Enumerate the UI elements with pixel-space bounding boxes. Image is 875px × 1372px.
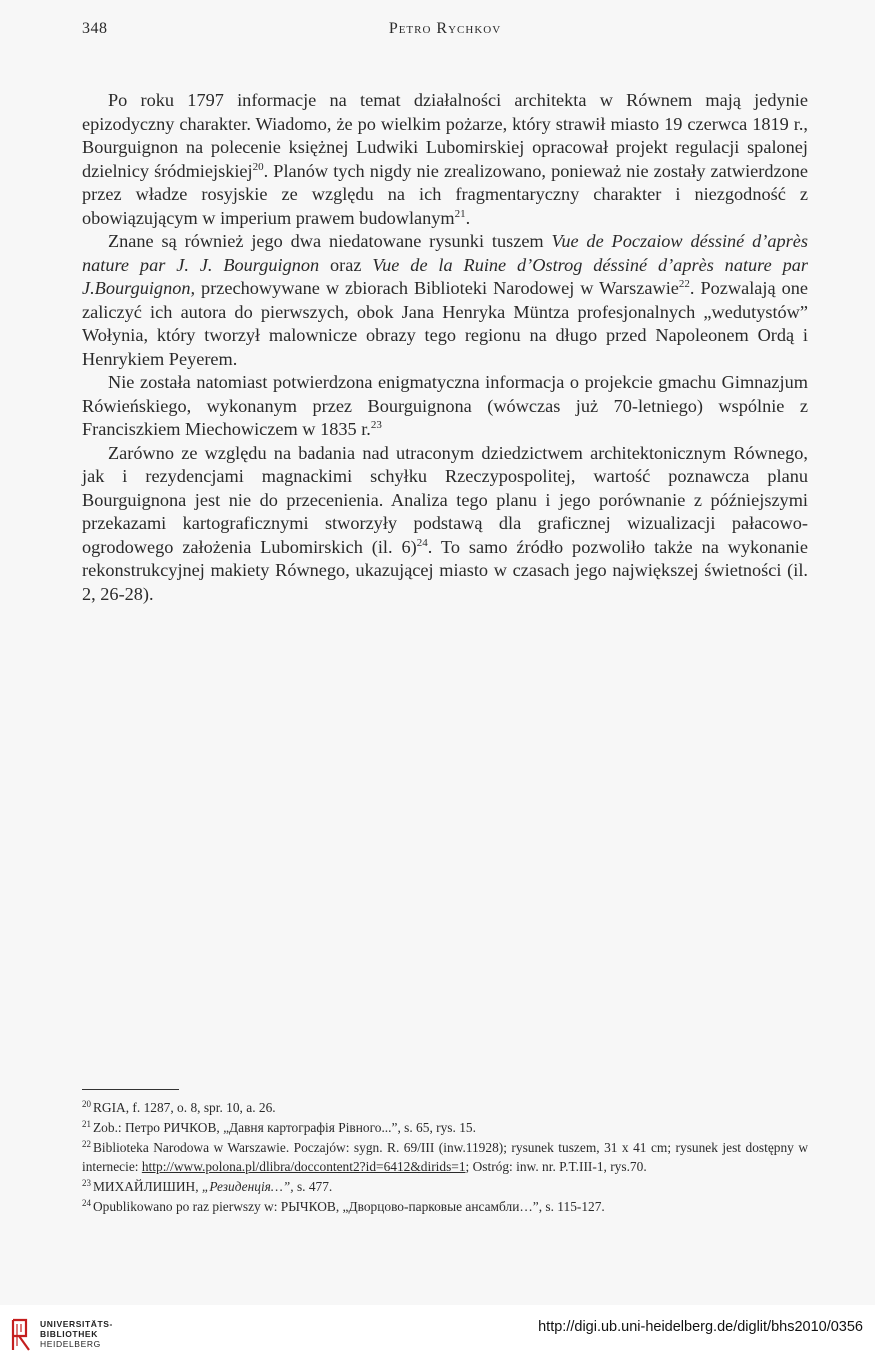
artwork-title: Vue de la Ruine d’Ostrog déssiné d’après nature par J.Bourguignon, (82, 254, 809, 298)
paragraph-1: Po roku 1797 informacje na temat działalności architekta w Równem mają jedynie epizodyczny charakter. Wiadomo, że po wielkim pożarze, który strawił miasto 19 czerwca 1819 r., Bourguignon na polecenie księżnej Ludwiki Lubomirskiej opracował projekt regulacji spalonej dzielnicy śródmiejskiej$^{20}$. Planów tych nigdy nie zrealizowano, ponieważ nie zostały zatwierdzone przez władze rosyjskie ze względu na ich fragmentaryczny charakter i niezgodność z obowiązującym w imperium prawem budowlanym$^{21}$. (82, 90, 808, 228)
library-logo[interactable] (10, 1316, 113, 1352)
footnote-ref-22[interactable]: 22 (678, 278, 690, 290)
footnote-ref-21[interactable]: 21 (454, 207, 466, 220)
footnote-ref-23[interactable]: 23 (370, 419, 382, 431)
paragraph-4: Zarówno ze względu na badania nad utraconym dziedzictwem architektonicznym Równego, jak i rezydencjami magnackimi schyłku Rzeczypospolitej, wartość poznawcza planu Bourguignona jest nie do przecenienia. Analiza tego planu i jego porównanie z późniejszymi przekazami kartograficznymi stworzyły podstawą dla graficznej wizualizacji pałacowo-ogrodowego założenia Lubomirskich (il. 6)$^{24}$. To samo źródło pozwoliło także na wykonanie rekonstrukcyjnej makiety Równego, ukazującej miasto w czasach jego największej świetności (il. 2, 26-28). (82, 442, 808, 604)
running-title: Petro Rychkov (388, 20, 502, 37)
viewer-footer (0, 1305, 875, 1372)
footnote-ref-20[interactable]: 20 (252, 160, 264, 173)
footnotes (82, 1098, 808, 1217)
artwork-title: Vue de Poczaiow déssiné d’après nature par J. J. Bourguignon (82, 231, 808, 275)
footnote-divider (82, 1089, 179, 1090)
page-number: 348 (82, 20, 108, 37)
footnote-20: $^{20}$ RGIA, f. 1287, o. 8, spr. 10, a. 26. (82, 1099, 276, 1115)
footnote-21: $^{21}$ Zob.: Петро РИЧКОВ, „Давня картографія Рівного...”, s. 65, rys. 15. (82, 1118, 476, 1135)
footnote-23: $^{23}$ МИХАЙЛИШИН, „Резиденція…”, s. 477. (82, 1178, 333, 1195)
paragraph-2: Znane są również jego dwa niedatowane rysunki tuszem Vue de Poczaiow déssiné d’après nature par J. J. Bourguignon oraz Vue de la Ruine d’Ostrog déssiné d’après nature par J.Bourguignon, przechowywane w zbiorach Biblioteki Narodowej w Warszawie$^{22}$. Pozwalają one zaliczyć ich autora do pierwszych, obok Jana Henryka Müntza profesjonalnych „wedutystów” Wołynia, który tworzył malownicze obrazy tego regionu na długo przed Napoleonem Ordą i Henrykiem Peyerem. (82, 231, 809, 369)
library-logo-text: UNIVERSITÄTS- BIBLIOTHEK HEIDELBERG (40, 1319, 113, 1349)
footnote-24: $^{24}$ Opublikowano po raz pierwszy w: РЫЧКОВ, „Дворцово-парковые ансамбли…”, s. 115-127. (82, 1197, 605, 1214)
polona-link[interactable]: http://www.polona.pl/dlibra/doccontent2?id=6412&dirids=1 (141, 1159, 466, 1175)
library-logo-icon (10, 1316, 32, 1352)
page-header (82, 20, 808, 42)
footnote-22: $^{22}$ Biblioteka Narodowa w Warszawie. Poczajów: sygn. R. 69/III (inw.11928); rysunek tuszem, 31 x 41 cm; rysunek jest dostępny w internecie: http://www.polona.pl/dlibra/doccontent2?id=6412&dirids=1; Ostróg: inw. nr. P.T.III-1, rys.70. (82, 1138, 808, 1175)
footnote-ref-24[interactable]: 24 (416, 536, 428, 549)
source-url[interactable]: http://digi.ub.uni-heidelberg.de/diglit/bhs2010/0356 (538, 1319, 863, 1335)
paragraph-3: Nie została natomiast potwierdzona enigmatyczna informacja o projekcie gmachu Gimnazjum Rówieńskiego, wykonanym przez Bourguignona (wówczas już 70-letniego) wspólnie z Franciszkiem Miechowiczem w 1835 r.$^{23}$ (82, 372, 808, 439)
body-text (82, 89, 808, 606)
